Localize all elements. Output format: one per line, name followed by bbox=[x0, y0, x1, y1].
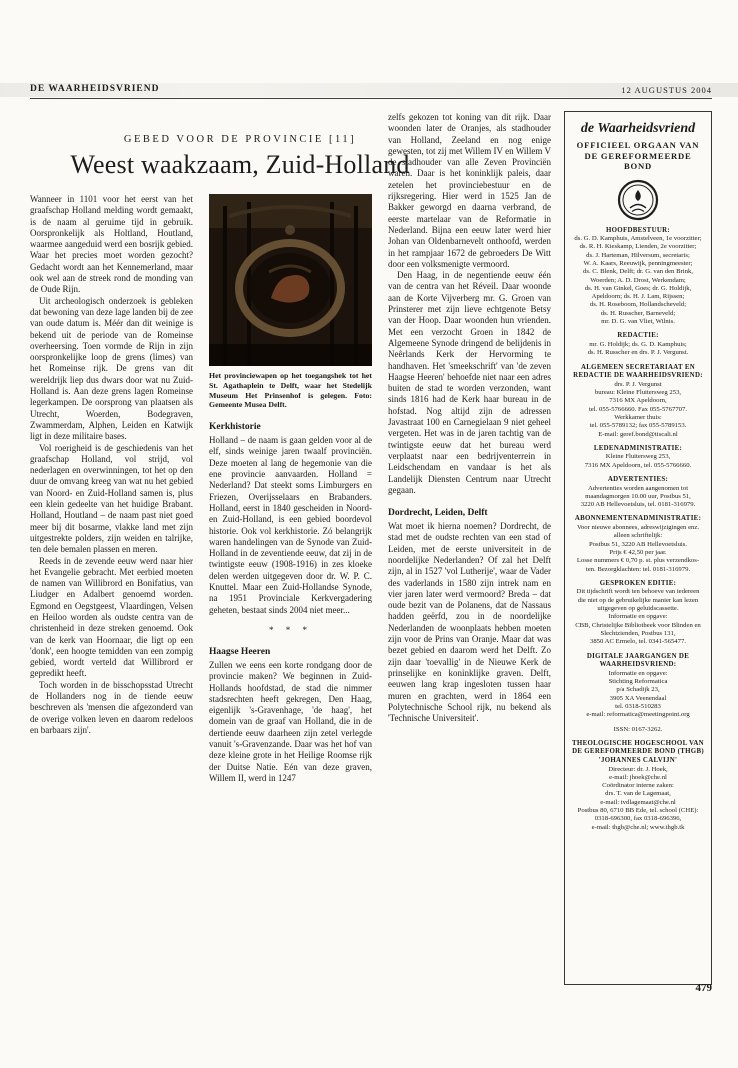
colophon-section bbox=[572, 445, 704, 470]
province-arms-photo-graphic bbox=[209, 194, 372, 366]
colophon-section-line: ten. Bezorgklachten: tel. 0181-316979. bbox=[585, 565, 691, 573]
colophon-section bbox=[572, 332, 704, 357]
article-column-2 bbox=[209, 194, 372, 784]
colophon-section-line: maandagmorgen 10.00 uur, Postbus 51, bbox=[585, 492, 691, 500]
section-kerkhistorie bbox=[209, 435, 372, 616]
issue-date: 12 AUGUSTUS 2004 bbox=[621, 85, 712, 95]
article-paragraph: Uit archeologisch onderzoek is gebleken dat bewoning van deze lage landen bij de zee van oude datum is. Méér dan dit weinige is bekend uit de periode van de Romeinse overheersing. Toen vormde de Rijn in zijn oorspronkelijke loop de grens (limes) van het Romeinse rijk. De grens van dit wereldrijk liep dus dwars door wat nu Zuid-Holland is. Aan deze grens lagen Romeinse legerkampen. De oorsprong van plaatsen als Utrecht, Woerden, Bodegraven, Zwammerdam, Alphen, Leiden en Katwijk ligt in deze militaire bases. bbox=[30, 295, 193, 442]
colophon-section-heading: ADVERTENTIES: bbox=[607, 476, 669, 483]
article-paragraph: Wat moet ik hierna noemen? Dordrecht, de stad met de oudste rechten van een stad of Leiden, met de eerste universiteit in de noordelijke Nederlanden? Of zal het Delft zijn, al in 1527 'vol Lutherije', waar de Vader des vaderlands in 1580 zijn intrek nam en vier jaren later werd vermoord? Breda – dat oude bezit van de Polanens, dat de Nassaus hadden geërfd, zou in de noordelijke Nederlanden de woonplaats hebben moeten zijn voor de Prins van Oranje. Maar dat was bezet gebied en daarom werd het Delft. Zo zijn daar 'toevallig' in de Nieuwe Kerk de prinselijke en koninklijke graven. Delft, eeuwen lang krap ingesloten tussen haar muren en grachten, werd in 1864 een Polytechnische School rijk, nu bekend als 'Technische Universiteit'. bbox=[388, 521, 551, 724]
article-column-3 bbox=[388, 112, 551, 724]
page-number: 479 bbox=[695, 982, 712, 994]
colophon-section-line: 0318-696300, fax 0318-696396, bbox=[594, 815, 682, 823]
article-title-block bbox=[30, 134, 450, 180]
colophon-section-heading: ABONNEMENTENADMINISTRATIE: bbox=[574, 515, 702, 523]
article-paragraph: Vol roerigheid is de geschiedenis van het graafschap Holland, vol strijd, vol nederlagen en overwinningen, tot het op den duur de omvang kreeg van wat nu het gebied van Noord- en Zuid-Holland samen is, plus een klein gedeelte van het huidige Brabant. Holland, Houtland – de naam past niet goed meer bij dit bosarme, vlakke land met zijn uitgestrekte polders, zijn weiden en talrijke, ten dele bemalen plassen en meren. bbox=[30, 442, 193, 555]
colophon-section-heading: THEOLOGISCHE HOGESCHOOL VAN DE GEREFORMEERDE BOND (THGB) 'JOHANNES CALVIJN' bbox=[572, 739, 704, 764]
colophon-section-line: ds. H. van Ginkel, Goes; dr. G. Holdijk, bbox=[584, 284, 692, 292]
colophon-section-line: drs. T. van de Lagemaat, bbox=[605, 790, 671, 798]
section-separator: * * * bbox=[269, 624, 312, 635]
colophon-section-line: 3850 AC Ermelo, tel. 0341-565477. bbox=[589, 638, 687, 646]
section-heading-kerkhistorie: Kerkhistorie bbox=[209, 422, 261, 433]
colophon-section-line: ds. R. H. Kieskamp, Lienden, 2e voorzitter; bbox=[579, 243, 697, 251]
colophon-section-line: mr. D. G. van Vliet, Wilnis. bbox=[601, 318, 675, 326]
colophon-section-line: drs. P. J. Vergunst bbox=[614, 380, 662, 388]
colophon-section-line: ds. C. Blenk, Delft; dr. G. van den Brink, bbox=[583, 268, 693, 276]
colophon-section bbox=[572, 515, 704, 573]
header-rule bbox=[30, 98, 712, 99]
colophon-section-line: Prijs € 42,50 per jaar. bbox=[609, 548, 667, 556]
colophon-section-line: 7316 MX Apeldoorn, tel. 055-5766660. bbox=[584, 461, 692, 469]
colophon-section-line: e-mail: jhoek@che.nl bbox=[609, 773, 667, 781]
colophon-section-line: Informatie en opgave: bbox=[608, 669, 668, 677]
colophon-section-line: Losse nummers € 0,70 p. st. plus verzendkos- bbox=[576, 557, 700, 565]
colophon-section-heading: HOOFDBESTUUR: bbox=[605, 226, 670, 234]
article-paragraph: Den Haag, in de negentiende eeuw één van de centra van het Réveil. Daar woonde aan de Korte Vijverberg mr. G. Groen van Prinsterer met zijn lieve echtgenote Betsy van der Hoop. Daar woonden hun vrienden. Met een verzocht Groen in 1842 de Algemeene Synode dringend de belijdenis in Neêrlands Kerk der Hervorming te handhaven. Het 'smeekschrift' van 'de zeven Haagse Heeren' behoefde niet naar een adres buiten de stad te worden verzonden, want sinds 1816 had de Kerk haar bureau in de hofstad. Nog altijd zijn de adressen Javastraat 100 en Carnegielaan 9 niet geheel vergeten. Het was in de jaren tachtig van de twintigste eeuw dat het bureau werd verplaatst naar een bedrijventerrein in Leidschendam en vandaar is het als Landelijk Diensten Centrum naar Utrecht gegaan. bbox=[388, 270, 551, 495]
colophon-section-line: Directeur: dr. J. Hoek, bbox=[608, 765, 668, 773]
colophon-section-line: e-mail: reformatica@meetingpoint.org bbox=[586, 711, 690, 719]
colophon-section-line: ds. H. Russcher, Barneveld; bbox=[600, 309, 676, 317]
colophon-title: de Waarheidsvriend bbox=[580, 121, 696, 136]
photo-caption: Het provinciewapen op het toegangshek tot het St. Agathaplein te Delft, waar het Stedelijk Museum Het Prinsenhof is gelegen. Foto: Gemeente Musea Delft. bbox=[209, 371, 372, 410]
colophon-section-line: tel. 055-5766660. Fax 055-5767707. bbox=[588, 405, 688, 413]
colophon-section-line: e-mail: thgb@che.nl; www.thgb.tk bbox=[591, 823, 685, 831]
colophon-section bbox=[572, 227, 704, 327]
colophon-section-heading: ALGEMEEN SECRETARIAAT EN REDACTIE DE WAARHEIDSVRIEND: bbox=[573, 363, 703, 380]
colophon-section-line: Apeldoorn; ds. H. J. Lam, Rijssen; bbox=[591, 293, 685, 301]
colophon-section-line: ds. J. Harteman, Hilversum, secretaris; bbox=[586, 251, 690, 259]
colophon-section-line: alleen schriftelijk: bbox=[613, 532, 663, 540]
colophon-section-line: Stichting Reformatica bbox=[608, 678, 668, 686]
colophon-section-line: die niet op de gebruikelijke manier kan lezen bbox=[577, 596, 699, 604]
article-paragraph: Reeds in de zevende eeuw werd naar hier het Evangelie gebracht. Met eerbied moeten de namen van Willibrord en Bonifatius, van Liudger en Adalbert genoemd worden. Egmond en Oegstgeest, Vlaardingen, Velsen en Heiloo worden als oudste centra van de christenheid in deze streken genoemd. Ook van de kerk van Hoornaar, die ligt op een 'donk', een hoogte temidden van een zompig gebied, wordt verteld dat Willibrord er gepredikt heeft. bbox=[30, 555, 193, 679]
section-heading-dordrecht-leiden-delft: Dordrecht, Leiden, Delft bbox=[388, 508, 488, 519]
article-paragraph: zelfs gekozen tot koning van dit rijk. Daar woonden later de Oranjes, als stadhouder van Holland, Zeeland en nog enige gewesten, tot zij met Willem IV en Willem V de stadhouder van alle Zeven Provinciën waren. Daar is het koninklijk paleis, daar zetelen het provinciebestuur en de rijksregering. Hier werd in 1525 Jan de Bakker geworgd en daarna verbrand, de eerste martelaar van de Reformatie in Nederland. Bijna een eeuw later werd hier Johan van Oldenbarnevelt onthoofd, werden in het rampjaar 1672 de gebroeders De Witt door een volksmenigte vermoord. bbox=[388, 112, 551, 269]
colophon-section bbox=[572, 653, 704, 720]
colophon-section-line: Advertenties worden aangenomen tot bbox=[587, 484, 689, 492]
colophon-section-line: Voor nieuwe abonnees, adreswijzigingen enz. bbox=[576, 524, 700, 532]
colophon-section bbox=[572, 726, 704, 734]
colophon-section-line: e-mail: tvdlagemaat@che.nl bbox=[600, 798, 676, 806]
colophon-section-line: p/a Schadijk 23, bbox=[616, 686, 660, 694]
gereformeerde-bond-seal-icon bbox=[617, 179, 659, 221]
colophon-section-line: Woerden; A. D. Drost, Werkendam; bbox=[590, 276, 686, 284]
colophon-section-line: tel. 0318-510283 bbox=[615, 702, 661, 710]
colophon-section bbox=[572, 740, 704, 832]
article-title: Weest waakzaam, Zuid-Holland bbox=[70, 150, 410, 179]
section-haagse-heeren bbox=[209, 660, 372, 784]
colophon-section-line: ds. H. Roseboom, Hollandscheveld; bbox=[589, 301, 687, 309]
colophon-section-line: tel. 055-5789132; fax 055-5789153. bbox=[589, 422, 687, 430]
province-arms-photo bbox=[209, 194, 372, 366]
colophon-section-line: Dit tijdschrift wordt ten behoeve van iedereen bbox=[576, 588, 700, 596]
article-kicker: GEBED VOOR DE PROVINCIE [11] bbox=[123, 134, 357, 145]
column3-top-paragraphs bbox=[388, 112, 551, 496]
colophon-section-line: Informatie en opgave: bbox=[608, 613, 668, 621]
column3-bottom-paragraphs bbox=[388, 521, 551, 724]
colophon-section-heading: LEDENADMINISTRATIE: bbox=[593, 444, 683, 452]
colophon-section-line: Werkkamer thuis: bbox=[614, 413, 662, 421]
colophon-section-line: 3905 XA Veenendaal bbox=[609, 694, 667, 702]
colophon-section-line: W. A. Kaars, Reeuwijk, penningmeester; bbox=[583, 259, 693, 267]
article-paragraph: Toch worden in de bisschopsstad Utrecht de Hollanders nog in de tiende eeuw beschreven als 'mensen die afgezonderd van de overige volken leven en daarom redeloos en barbaars zijn'. bbox=[30, 679, 193, 735]
section-heading-haagse-heeren: Haagse Heeren bbox=[209, 646, 271, 657]
colophon-section-heading: REDACTIE: bbox=[617, 332, 659, 340]
colophon-section bbox=[572, 364, 704, 439]
colophon-section-line: uitgegeven op geluidscassette. bbox=[597, 605, 679, 613]
colophon-section-line: Kleine Fluitersweg 253, bbox=[605, 453, 671, 461]
colophon-section bbox=[572, 580, 704, 647]
colophon-section-line: bureau: Kleine Fluitersweg 253, bbox=[594, 389, 682, 397]
colophon-section-line: Coördinator interne zaken: bbox=[602, 782, 674, 790]
colophon-section-line: ISSN: 0167-3262. bbox=[613, 725, 663, 733]
colophon-section-heading: GESPROKEN EDITIE: bbox=[599, 579, 677, 587]
article-paragraph: Holland – de naam is gaan gelden voor al de elf, sinds weinige jaren twaalf provinciën. Deze moeten al lang de hegemonie van die ene provincie aanvaarden. Holland = Nederland? Dat steekt soms Limburgers en Friezen, Overijsselaars en Brabanders. Holland, eerst in 1840 gescheiden in Noord- en Zuid-Holland, is een gebied boordevol historie. Ook vol kerkhistorie. Zó belangrijk waren handelingen van de Synode van Zuid-Holland in de zeventiende eeuw, dat zij in de twintigste eeuw (1908-1916) in zes kloeke delen werden uitgegeven door dr. W. P. C. Knuttel. Maar een Zuid-Hollandse Synode, na 1951 Provinciale Kerkvergadering geheten, bestaat sinds 2004 niet meer... bbox=[209, 435, 372, 615]
colophon-section-line: ds. H. Russcher en drs. P. J. Vergunst. bbox=[587, 349, 689, 357]
article-column-1 bbox=[30, 194, 193, 736]
colophon-section-line: Slechtzienden, Postbus 131, bbox=[600, 629, 676, 637]
masthead: DE WAARHEIDSVRIEND bbox=[30, 84, 160, 94]
article-paragraph: Wanneer in 1101 voor het eerst van het graafschap Holland melding wordt gemaakt, is de naam al geruime tijd in gebruik. Oorspronkelijk als Holtland, Houtland, waarmee aangeduid werd een bosrijk gebied. Waar het precies moet worden gezocht? Gedacht wordt aan het Kennemerland, maar ook wel aan de streek rond de monding van de Oude Rijn. bbox=[30, 194, 193, 295]
colophon-section-line: 7316 MX Apeldoorn, bbox=[609, 397, 667, 405]
colophon-section-line: 3220 AB Hellevoetsluis, tel. 0181-316979. bbox=[580, 501, 696, 509]
colophon-section-line: E-mail: geref.bond@tiscali.nl bbox=[598, 430, 678, 438]
article-paragraph: Zullen we eens een korte rondgang door de provincie maken? We beginnen in Zuid-Hollands hoofdstad, de stad die nimmer stadsrechten heeft gekregen, Den Haag, eigenlijk 's-Gravenhage, 'de haag', het domein van de graaf van Holland, die in de dertiende eeuw daarheen zijn zetel verlegde vanuit 's-Gravenzande. Daar was het hof van deze kleine grote in het Heilige Roomse rijk der Duitse Natie. Eén van deze graven, Willem II, werd in 1247 bbox=[209, 659, 372, 783]
colophon-sections bbox=[572, 227, 704, 832]
colophon-section bbox=[572, 476, 704, 509]
colophon-section-line: CBB, Christelijke Bibliotheek voor Blinden en bbox=[575, 621, 701, 629]
colophon-section-line: Postbus 80, 6710 BB Ede, tel. school (CHE): bbox=[577, 807, 699, 815]
colophon-section-line: ds. G. D. Kamphuis, Amstelveen, 1e voorzitter; bbox=[574, 235, 702, 243]
colophon-subtitle: OFFICIEEL ORGAAN VAN DE GEREFORMEERDE BOND bbox=[576, 140, 700, 171]
colophon-box bbox=[564, 111, 712, 985]
colophon-section-heading: DIGITALE JAARGANGEN DE WAARHEIDSVRIEND: bbox=[586, 652, 690, 669]
colophon-section-line: Postbus 51, 3220 AB Hellevoetsluis. bbox=[588, 540, 688, 548]
colophon-section-line: mr. G. Holdijk; ds. G. D. Kamphuis; bbox=[589, 340, 687, 348]
